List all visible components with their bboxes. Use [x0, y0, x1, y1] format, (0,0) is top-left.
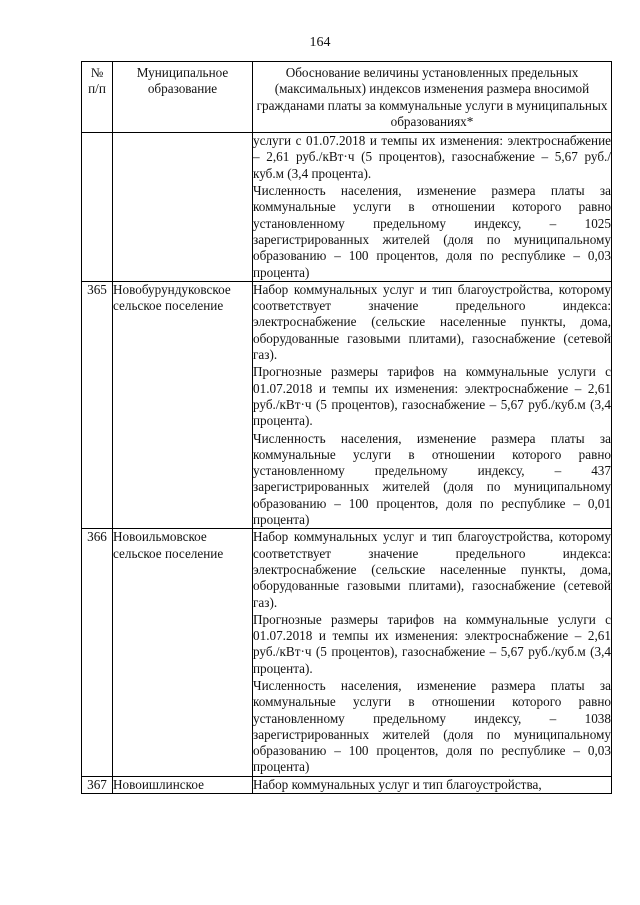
justification-cell	[253, 281, 612, 528]
justification-paragraph: Набор коммунальных услуг и тип благоустройства, которому соответствует значение предельного индекса: электроснабжение (сельские населенные пункты, дома, оборудованные газовыми плитами), газоснабжение (сетевой газ).	[253, 529, 611, 610]
justification-cell	[253, 529, 612, 776]
justification-paragraph: услуги с 01.07.2018 и темпы их изменения: электроснабжение – 2,61 руб./кВт·ч (5 процентов), газоснабжение – 5,67 руб./куб.м (3,4 процента).	[253, 133, 611, 181]
table-row	[82, 529, 612, 776]
justification-cell	[253, 133, 612, 282]
row-number: 365	[82, 281, 113, 528]
justification-paragraph: Прогнозные размеры тарифов на коммунальные услуги с 01.07.2018 и темпы их изменения: электроснабжение – 2,61 руб./кВт·ч (5 процентов), газоснабжение – 5,67 руб./куб.м (3,4 процента).	[253, 611, 611, 676]
row-number	[82, 133, 113, 282]
justification-paragraph: Численность населения, изменение размера платы за коммунальные услуги в отношении которого равно установленному предельному индексу, – 1025 зарегистрированных жителей (доля по муниципальному образованию – 100 процентов, доля по республике – 0,03 процента)	[253, 183, 611, 280]
justification-paragraph: Набор коммунальных услуг и тип благоустройства, которому соответствует значение предельного индекса: электроснабжение (сельские населенные пункты, дома, оборудованные газовыми плитами), газоснабжение (сетевой газ).	[253, 281, 611, 363]
municipality-name: Новоишлинское	[113, 776, 253, 793]
municipality-name	[113, 133, 253, 282]
table-row	[82, 281, 612, 528]
row-number: 367	[82, 776, 113, 793]
header-justification: Обоснование величины установленных предельных (максимальных) индексов изменения размера вносимой гражданами платы за коммунальные услуги в муниципальных образованиях*	[253, 62, 612, 133]
header-municipality: Муниципальное образование	[113, 62, 253, 133]
justification-paragraph: Прогнозные размеры тарифов на коммунальные услуги с 01.07.2018 и темпы их изменения: электроснабжение – 2,61 руб./кВт·ч (5 процентов), газоснабжение – 5,67 руб./куб.м (3,4 процента).	[253, 364, 611, 429]
tariff-index-table	[81, 61, 612, 794]
page-number: 164	[309, 35, 331, 50]
justification-cell	[253, 776, 612, 793]
header-num: № п/п	[82, 62, 113, 133]
row-number: 366	[82, 529, 113, 776]
table-header-row	[82, 62, 612, 133]
municipality-name: Новобурундуковское сельское поселение	[113, 281, 253, 528]
municipality-name: Новоильмовское сельское поселение	[113, 529, 253, 776]
justification-paragraph: Численность населения, изменение размера платы за коммунальные услуги в отношении которого равно установленному предельному индексу, – 437 зарегистрированных жителей (доля по муниципальному образованию – 100 процентов, доля по республике – 0,01 процента)	[253, 430, 611, 528]
justification-paragraph: Набор коммунальных услуг и тип благоустройства,	[253, 776, 542, 792]
table-body	[82, 133, 612, 794]
table-row	[82, 776, 612, 793]
table-row	[82, 133, 612, 282]
justification-paragraph: Численность населения, изменение размера платы за коммунальные услуги в отношении которого равно установленному предельному индексу, – 1038 зарегистрированных жителей (доля по муниципальному образованию – 100 процентов, доля по республике – 0,03 процента)	[253, 677, 611, 775]
